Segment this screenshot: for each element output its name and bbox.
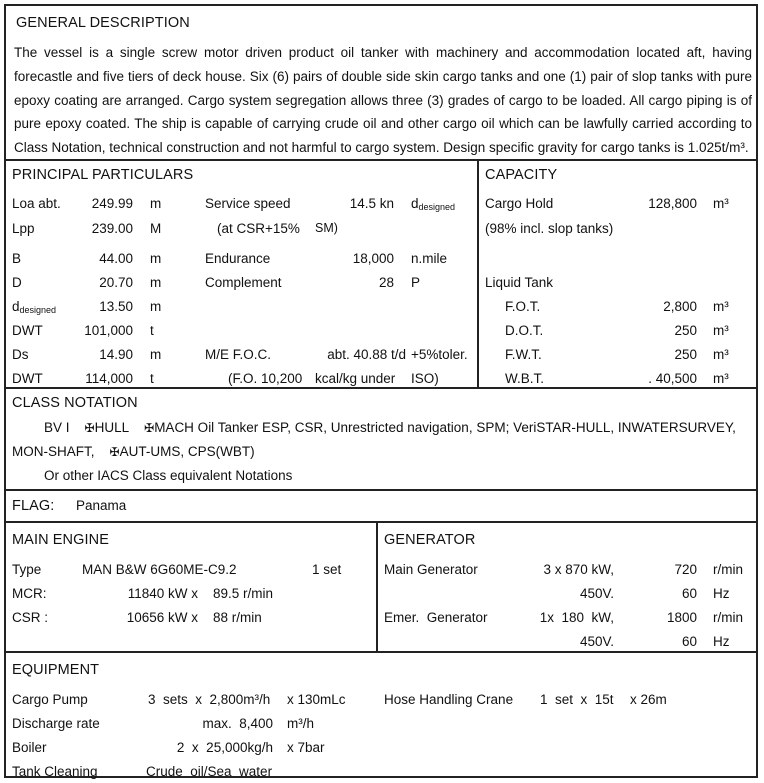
class-hull: HULL: [94, 420, 130, 435]
class-line-2: [12, 444, 255, 459]
dot-unit: m³: [713, 323, 729, 338]
wbt-label: W.B.T.: [505, 371, 545, 386]
divider: [376, 523, 378, 651]
cargo-hold-unit: m³: [713, 196, 729, 211]
complement-value: 28: [378, 275, 394, 290]
boiler-value: 2 x 25,000kg/h: [176, 740, 273, 755]
foc-note-a: (F.O. 10,200: [228, 371, 303, 386]
ds-value: 14.90: [99, 347, 133, 362]
particulars-section: [6, 161, 756, 389]
cargo-hold-label: Cargo Hold: [485, 196, 554, 211]
lpp-value: 239.00: [91, 221, 133, 236]
class-notation-section: [6, 389, 756, 491]
d-designed-label: [12, 299, 56, 315]
service-speed-value: 14.5 kn: [349, 196, 394, 211]
fot-value: 2,800: [663, 299, 697, 314]
maltese-cross-icon: ✠: [84, 421, 95, 435]
equipment-section: [6, 653, 756, 778]
loa-label: Loa abt.: [12, 196, 61, 211]
emer-generator-label: Emer. Generator: [384, 610, 488, 625]
emer-generator-rpm: 1800: [666, 610, 697, 625]
main-generator-value: 3 x 870 kW,: [543, 562, 614, 577]
ds-label: Ds: [12, 347, 29, 362]
d-designed-sub: designed: [19, 305, 57, 315]
lpp-label: Lpp: [12, 221, 35, 236]
loa-unit: m: [150, 196, 162, 211]
engine-type-unit: 1 set: [312, 562, 342, 577]
emer-generator-voltage: 450V.: [579, 634, 614, 649]
class-bv: BV I: [44, 420, 70, 435]
service-speed-unit-sub: designed: [418, 202, 456, 212]
discharge-rate-value: max. 8,400: [202, 716, 273, 731]
b-unit: m: [150, 251, 162, 266]
foc-value: abt. 40.88 t/d: [327, 347, 406, 362]
main-generator-voltage: 450V.: [579, 586, 614, 601]
csr-rpm: 88 r/min: [213, 610, 262, 625]
csr-value: 10656 kW x: [126, 610, 198, 625]
dot-label: D.O.T.: [505, 323, 544, 338]
fot-unit: m³: [713, 299, 729, 314]
b-label: B: [12, 251, 22, 266]
main-generator-hz-unit: Hz: [713, 586, 730, 601]
speed-note-b: SM): [315, 221, 338, 235]
csr-label: CSR :: [12, 610, 49, 625]
engine-section: [6, 523, 756, 653]
general-description-title: GENERAL DESCRIPTION: [16, 15, 190, 31]
spec-sheet: [4, 4, 758, 778]
dwt1-value: 101,000: [84, 323, 133, 338]
d-unit: m: [150, 275, 162, 290]
emer-generator-hz: 60: [681, 634, 697, 649]
service-speed-unit: [411, 196, 455, 212]
dwt2-label: DWT: [12, 371, 43, 386]
fot-label: F.O.T.: [505, 299, 541, 314]
hose-crane-value: 1 set x 15t: [540, 692, 614, 707]
cargo-pump-unit: x 130mLc: [287, 692, 346, 707]
emer-generator-value: 1x 180 kW,: [539, 610, 614, 625]
complement-unit: P: [411, 275, 421, 290]
class-notation-title: CLASS NOTATION: [12, 395, 138, 411]
cargo-pump-label: Cargo Pump: [12, 692, 88, 707]
foc-note-b: kcal/kg under: [315, 371, 396, 386]
fwt-value: 250: [674, 347, 697, 362]
divider: [477, 161, 479, 387]
service-speed-unit-letter: d: [411, 196, 419, 211]
cargo-hold-note: (98% incl. slop tanks): [485, 221, 614, 236]
principal-particulars-title: PRINCIPAL PARTICULARS: [12, 167, 194, 183]
liquid-tank-label: Liquid Tank: [485, 275, 554, 290]
emer-generator-rpm-unit: r/min: [713, 610, 743, 625]
flag-section: [6, 491, 756, 523]
wbt-value: . 40,500: [648, 371, 697, 386]
class-line-1: [44, 420, 736, 435]
endurance-unit: n.mile: [411, 251, 448, 266]
mcr-label: MCR:: [12, 586, 47, 601]
d-value: 20.70: [99, 275, 133, 290]
fwt-unit: m³: [713, 347, 729, 362]
tank-cleaning-label: Tank Cleaning: [12, 764, 98, 779]
mcr-value: 11840 kW x: [127, 586, 198, 601]
hose-crane-label: Hose Handling Crane: [384, 692, 514, 707]
maltese-cross-icon: ✠: [144, 421, 155, 435]
class-aut-ums: AUT-UMS, CPS(WBT): [119, 444, 255, 459]
class-line1-rest: MACH Oil Tanker ESP, CSR, Unrestricted navigation, SPM; VeriSTAR-HULL, INWATERSURVEY,: [154, 420, 736, 435]
main-generator-rpm: 720: [674, 562, 697, 577]
maltese-cross-icon: ✠: [109, 445, 120, 459]
cargo-hold-value: 128,800: [648, 196, 697, 211]
general-description-text: The vessel is a single screw motor driven product oil tanker with machinery and accommodation located aft, having forecastle and five tiers of deck house. Six (6) pairs of double side skin cargo tanks and one (1) pair of slop tanks with pure epoxy coating are arranged. Cargo system segregation allows three (3) grades of cargo to be loaded. All cargo piping is of pure epoxy coated. The ship is capable of carrying crude oil and other cargo oil which can be lawfully carried according to Class Notation, technical construction and not harmful to cargo system. Design specific gravity for cargo tanks is 1.025t/m³.: [14, 45, 752, 156]
dwt2-value: 114,000: [85, 371, 133, 386]
class-line-3: Or other IACS Class equivalent Notations: [44, 468, 293, 483]
boiler-label: Boiler: [12, 740, 47, 755]
generator-title: GENERATOR: [384, 532, 476, 548]
dwt1-label: DWT: [12, 323, 43, 338]
service-speed-label: Service speed: [205, 196, 291, 211]
foc-unit: +5%toler.: [411, 347, 468, 362]
hose-crane-unit: x 26m: [630, 692, 667, 707]
boiler-unit: x 7bar: [287, 740, 325, 755]
ds-unit: m: [150, 347, 162, 362]
discharge-rate-label: Discharge rate: [12, 716, 100, 731]
capacity-title: CAPACITY: [485, 167, 558, 183]
endurance-value: 18,000: [352, 251, 394, 266]
wbt-unit: m³: [713, 371, 729, 386]
dot-value: 250: [674, 323, 697, 338]
general-description-section: [6, 6, 756, 161]
foc-label: M/E F.O.C.: [205, 347, 272, 362]
cargo-pump-value: 3 sets x 2,800m³/h: [148, 692, 271, 707]
tank-cleaning-value: Crude oil/Sea water: [146, 764, 273, 779]
flag-label: FLAG:: [12, 498, 55, 514]
engine-type-label: Type: [12, 562, 42, 577]
complement-label: Complement: [205, 275, 282, 290]
main-generator-rpm-unit: r/min: [713, 562, 743, 577]
dwt2-unit: t: [150, 371, 154, 386]
endurance-label: Endurance: [205, 251, 271, 266]
flag-value: Panama: [76, 498, 127, 513]
d-designed-value: 13.50: [99, 299, 133, 314]
main-generator-hz: 60: [681, 586, 697, 601]
class-mon-shaft: MON-SHAFT,: [12, 444, 95, 459]
foc-note-c: ISO): [411, 371, 439, 386]
dwt1-unit: t: [150, 323, 154, 338]
emer-generator-hz-unit: Hz: [713, 634, 730, 649]
fwt-label: F.W.T.: [505, 347, 542, 362]
main-generator-label: Main Generator: [384, 562, 478, 577]
speed-note-a: (at CSR+15%: [217, 221, 300, 236]
equipment-title: EQUIPMENT: [12, 662, 100, 678]
d-designed-unit: m: [150, 299, 162, 314]
main-engine-title: MAIN ENGINE: [12, 532, 109, 548]
discharge-rate-unit: m³/h: [287, 716, 314, 731]
d-label: D: [12, 275, 22, 290]
loa-value: 249.99: [91, 196, 133, 211]
d-designed-letter: d: [12, 299, 20, 314]
engine-type-value: MAN B&W 6G60ME-C9.2: [82, 562, 237, 577]
mcr-rpm: 89.5 r/min: [213, 586, 274, 601]
lpp-unit: M: [150, 221, 162, 236]
b-value: 44.00: [99, 251, 133, 266]
